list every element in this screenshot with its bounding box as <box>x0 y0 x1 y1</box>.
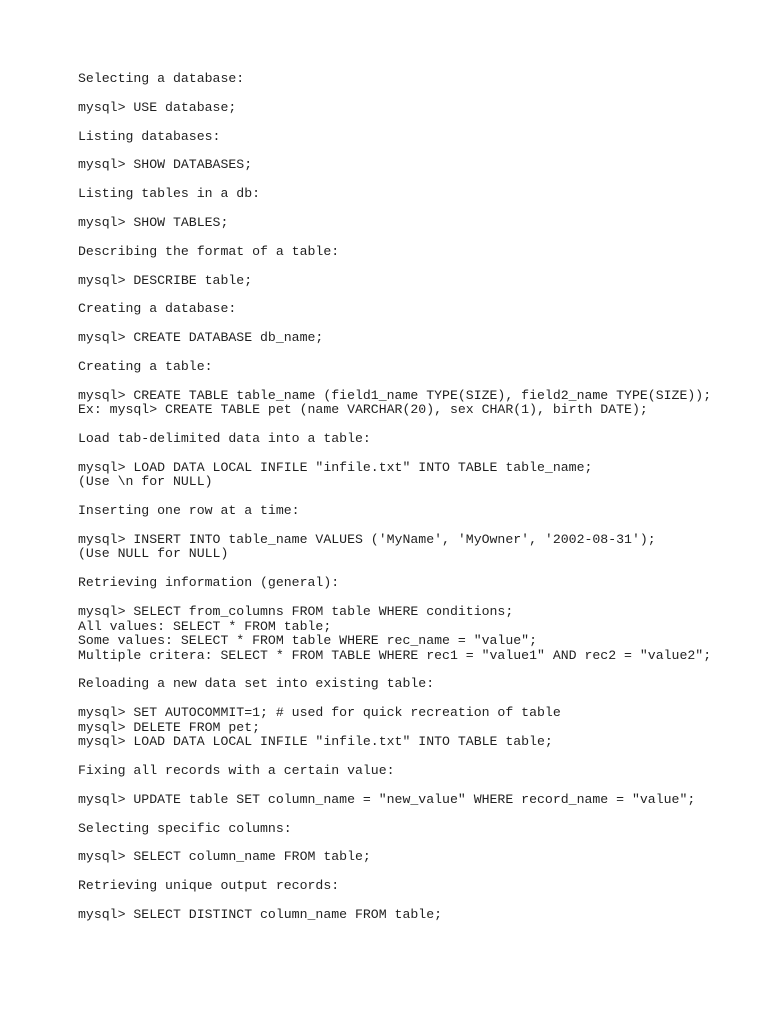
text-line: Load tab-delimited data into a table: <box>78 431 371 447</box>
text-line: mysql> LOAD DATA LOCAL INFILE "infile.txt" INTO TABLE table_name; <box>78 459 593 475</box>
text-block <box>78 130 758 145</box>
text-line: mysql> SELECT column_name FROM table; <box>78 849 371 865</box>
text-line: mysql> UPDATE table SET column_name = "new_value" WHERE record_name = "value"; <box>78 791 696 807</box>
text-block <box>78 706 758 750</box>
text-block <box>78 576 758 591</box>
text-line: Selecting a database: <box>78 71 245 86</box>
text-line: Listing tables in a db: <box>78 186 261 202</box>
text-line: Creating a database: <box>78 301 237 317</box>
text-block <box>78 245 758 260</box>
text-line: Some values: SELECT * FROM table WHERE rec_name = "value"; <box>78 633 537 649</box>
text-line: mysql> SELECT DISTINCT column_name FROM table; <box>78 906 443 922</box>
text-line: Listing databases: <box>78 128 221 144</box>
text-block <box>78 822 758 837</box>
text-line: mysql> LOAD DATA LOCAL INFILE "infile.txt" INTO TABLE table; <box>78 734 553 750</box>
text-line: mysql> SET AUTOCOMMIT=1; # used for quick recreation of table <box>78 705 561 721</box>
text-line: (Use NULL for NULL) <box>78 546 229 562</box>
text-line: Selecting specific columns: <box>78 820 292 836</box>
text-block <box>78 605 758 663</box>
text-line: mysql> SELECT from_columns FROM table WHERE conditions; <box>78 604 514 620</box>
text-line: Reloading a new data set into existing table: <box>78 676 435 692</box>
text-block <box>78 158 758 173</box>
text-line: Ex: mysql> CREATE TABLE pet (name VARCHAR(20), sex CHAR(1), birth DATE); <box>78 402 648 418</box>
document-page <box>78 72 758 937</box>
text-block <box>78 331 758 346</box>
text-block <box>78 461 758 490</box>
text-line: Inserting one row at a time: <box>78 503 300 519</box>
text-line: mysql> SHOW TABLES; <box>78 214 229 230</box>
text-line: Fixing all records with a certain value: <box>78 762 395 778</box>
text-line: mysql> USE database; <box>78 99 237 115</box>
text-block <box>78 72 758 87</box>
text-line: Retrieving unique output records: <box>78 878 340 894</box>
text-line: Multiple critera: SELECT * FROM TABLE WHERE rec1 = "value1" AND rec2 = "value2"; <box>78 647 712 663</box>
text-block <box>78 793 758 808</box>
text-block <box>78 274 758 289</box>
text-block <box>78 677 758 692</box>
text-block <box>78 908 758 923</box>
text-block <box>78 533 758 562</box>
text-line: Creating a table: <box>78 358 213 374</box>
text-block <box>78 389 758 418</box>
text-line: mysql> SHOW DATABASES; <box>78 157 253 173</box>
text-block <box>78 850 758 865</box>
text-line: mysql> CREATE DATABASE db_name; <box>78 330 324 346</box>
text-line: (Use \n for NULL) <box>78 474 213 490</box>
text-line: mysql> INSERT INTO table_name VALUES ('MyName', 'MyOwner', '2002-08-31'); <box>78 531 656 547</box>
text-block <box>78 101 758 116</box>
text-block <box>78 216 758 231</box>
text-block <box>78 360 758 375</box>
text-block <box>78 432 758 447</box>
text-block <box>78 504 758 519</box>
text-block <box>78 187 758 202</box>
text-block <box>78 879 758 894</box>
text-block <box>78 302 758 317</box>
text-line: mysql> DESCRIBE table; <box>78 272 253 288</box>
text-line: Describing the format of a table: <box>78 243 340 259</box>
text-line: mysql> CREATE TABLE table_name (field1_name TYPE(SIZE), field2_name TYPE(SIZE)); <box>78 387 712 403</box>
text-line: mysql> DELETE FROM pet; <box>78 719 261 735</box>
text-line: Retrieving information (general): <box>78 575 340 591</box>
text-block <box>78 764 758 779</box>
text-line: All values: SELECT * FROM table; <box>78 618 332 634</box>
